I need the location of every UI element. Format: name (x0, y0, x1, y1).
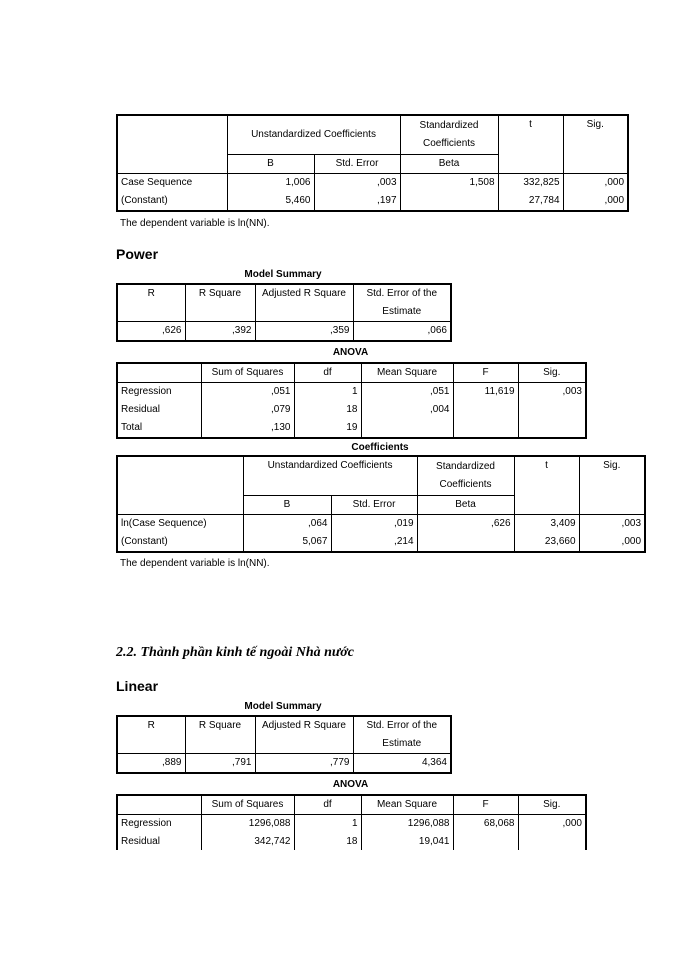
power-anova-table (116, 362, 587, 439)
sig-value (518, 419, 586, 438)
f-value (453, 419, 518, 438)
sum-of-squares-value: 1296,088 (201, 815, 294, 834)
row-label: Total (117, 419, 201, 438)
power-anova-block (116, 362, 587, 439)
unstandardized-header: Unstandardized Coefficients (227, 115, 400, 155)
mean-square-value (361, 419, 453, 438)
row-label-header (117, 795, 201, 815)
adjusted-r-square-header: Adjusted R Square (255, 284, 353, 322)
mean-square-value: 1296,088 (361, 815, 453, 834)
r-square-value: ,791 (185, 754, 255, 774)
df-header: df (294, 795, 361, 815)
df-value: 1 (294, 383, 361, 402)
f-value: 11,619 (453, 383, 518, 402)
std-error-value: ,214 (331, 533, 417, 552)
row-label: (Constant) (117, 192, 227, 211)
b-header: B (243, 496, 331, 515)
sig-value: ,000 (563, 174, 628, 193)
row-label: (Constant) (117, 533, 243, 552)
adjusted-r-square-value: ,779 (255, 754, 353, 774)
row-label: Regression (117, 815, 201, 834)
mean-square-value: 19,041 (361, 833, 453, 850)
mean-square-header: Mean Square (361, 363, 453, 383)
beta-value (400, 192, 498, 211)
b-value: ,064 (243, 515, 331, 534)
df-value: 1 (294, 815, 361, 834)
top-coefficients-table (116, 114, 629, 212)
top-coefficients-block (116, 114, 629, 212)
sum-of-squares-value: ,079 (201, 401, 294, 419)
row-label: Residual (117, 401, 201, 419)
power-model-summary-caption: Model Summary (244, 269, 322, 280)
std-error-header: Std. Error (331, 496, 417, 515)
sig-value: ,000 (563, 192, 628, 211)
linear-anova-table (116, 794, 587, 850)
linear-model-summary-caption: Model Summary (244, 701, 322, 712)
power-model-summary-block (116, 283, 452, 342)
std-error-header: Std. Error (314, 155, 400, 174)
mean-square-value: ,051 (361, 383, 453, 402)
df-value: 18 (294, 401, 361, 419)
r-header: R (117, 284, 185, 322)
table-row (117, 174, 628, 193)
sig-value: ,000 (579, 533, 645, 552)
row-label: Case Sequence (117, 174, 227, 193)
beta-value (417, 533, 514, 552)
f-header: F (453, 363, 518, 383)
sum-of-squares-header: Sum of Squares (201, 363, 294, 383)
t-value: 27,784 (498, 192, 563, 211)
table-row (117, 401, 586, 419)
row-label-header (117, 456, 243, 515)
sig-value: ,000 (518, 815, 586, 834)
table-row (117, 192, 628, 211)
beta-header: Beta (417, 496, 514, 515)
sum-of-squares-value: 342,742 (201, 833, 294, 850)
t-value: 332,825 (498, 174, 563, 193)
adjusted-r-square-header: Adjusted R Square (255, 716, 353, 754)
adjusted-r-square-value: ,359 (255, 322, 353, 342)
sum-of-squares-header: Sum of Squares (201, 795, 294, 815)
f-value: 68,068 (453, 815, 518, 834)
std-error-estimate-value: ,066 (353, 322, 451, 342)
power-model-summary-table (116, 283, 452, 342)
dependent-variable-note: The dependent variable is ln(NN). (120, 218, 270, 229)
r-square-header: R Square (185, 716, 255, 754)
sum-of-squares-value: ,051 (201, 383, 294, 402)
power-heading: Power (116, 246, 159, 262)
mean-square-header: Mean Square (361, 795, 453, 815)
df-value: 19 (294, 419, 361, 438)
linear-model-summary-block (116, 715, 452, 774)
sig-value (518, 833, 586, 850)
beta-value: ,626 (417, 515, 514, 534)
row-label-header (117, 363, 201, 383)
sig-header: Sig. (518, 363, 586, 383)
beta-header: Beta (400, 155, 498, 174)
row-label: Regression (117, 383, 201, 402)
t-header: t (498, 115, 563, 174)
b-header: B (227, 155, 314, 174)
standardized-header: Standardized Coefficients (400, 115, 498, 155)
table-row (117, 322, 451, 342)
t-header: t (514, 456, 579, 515)
std-error-value: ,019 (331, 515, 417, 534)
t-value: 23,660 (514, 533, 579, 552)
t-value: 3,409 (514, 515, 579, 534)
sum-of-squares-value: ,130 (201, 419, 294, 438)
linear-anova-block (116, 794, 587, 850)
table-row (117, 515, 645, 534)
table-row (117, 754, 451, 774)
power-coefficients-block (116, 455, 646, 553)
f-value (453, 401, 518, 419)
r-value: ,889 (117, 754, 185, 774)
r-square-header: R Square (185, 284, 255, 322)
dependent-variable-note: The dependent variable is ln(NN). (120, 558, 270, 569)
power-anova-caption: ANOVA (332, 347, 369, 358)
linear-anova-caption: ANOVA (332, 779, 369, 790)
beta-value: 1,508 (400, 174, 498, 193)
power-coefficients-table (116, 455, 646, 553)
unstandardized-header: Unstandardized Coefficients (243, 456, 417, 496)
sig-header: Sig. (579, 456, 645, 515)
df-value: 18 (294, 833, 361, 850)
table-row (117, 419, 586, 438)
std-error-estimate-value: 4,364 (353, 754, 451, 774)
row-label-header (117, 115, 227, 174)
r-value: ,626 (117, 322, 185, 342)
r-header: R (117, 716, 185, 754)
linear-model-summary-table (116, 715, 452, 774)
sig-header: Sig. (563, 115, 628, 174)
sig-header: Sig. (518, 795, 586, 815)
sig-value (518, 401, 586, 419)
linear-heading: Linear (116, 678, 159, 694)
section-title: 2.2. Thành phần kinh tế ngoài Nhà nước (116, 645, 355, 660)
std-error-estimate-header: Std. Error of the Estimate (353, 284, 451, 322)
std-error-value: ,197 (314, 192, 400, 211)
table-row (117, 815, 586, 834)
std-error-value: ,003 (314, 174, 400, 193)
sig-value: ,003 (579, 515, 645, 534)
standardized-header: Standardized Coefficients (417, 456, 514, 496)
b-value: 5,067 (243, 533, 331, 552)
row-label: ln(Case Sequence) (117, 515, 243, 534)
r-square-value: ,392 (185, 322, 255, 342)
f-header: F (453, 795, 518, 815)
std-error-estimate-header: Std. Error of the Estimate (353, 716, 451, 754)
table-row (117, 533, 645, 552)
sig-value: ,003 (518, 383, 586, 402)
table-row (117, 833, 586, 850)
table-row (117, 383, 586, 402)
f-value (453, 833, 518, 850)
mean-square-value: ,004 (361, 401, 453, 419)
b-value: 5,460 (227, 192, 314, 211)
row-label: Residual (117, 833, 201, 850)
power-coefficients-caption: Coefficients (351, 442, 409, 453)
df-header: df (294, 363, 361, 383)
b-value: 1,006 (227, 174, 314, 193)
